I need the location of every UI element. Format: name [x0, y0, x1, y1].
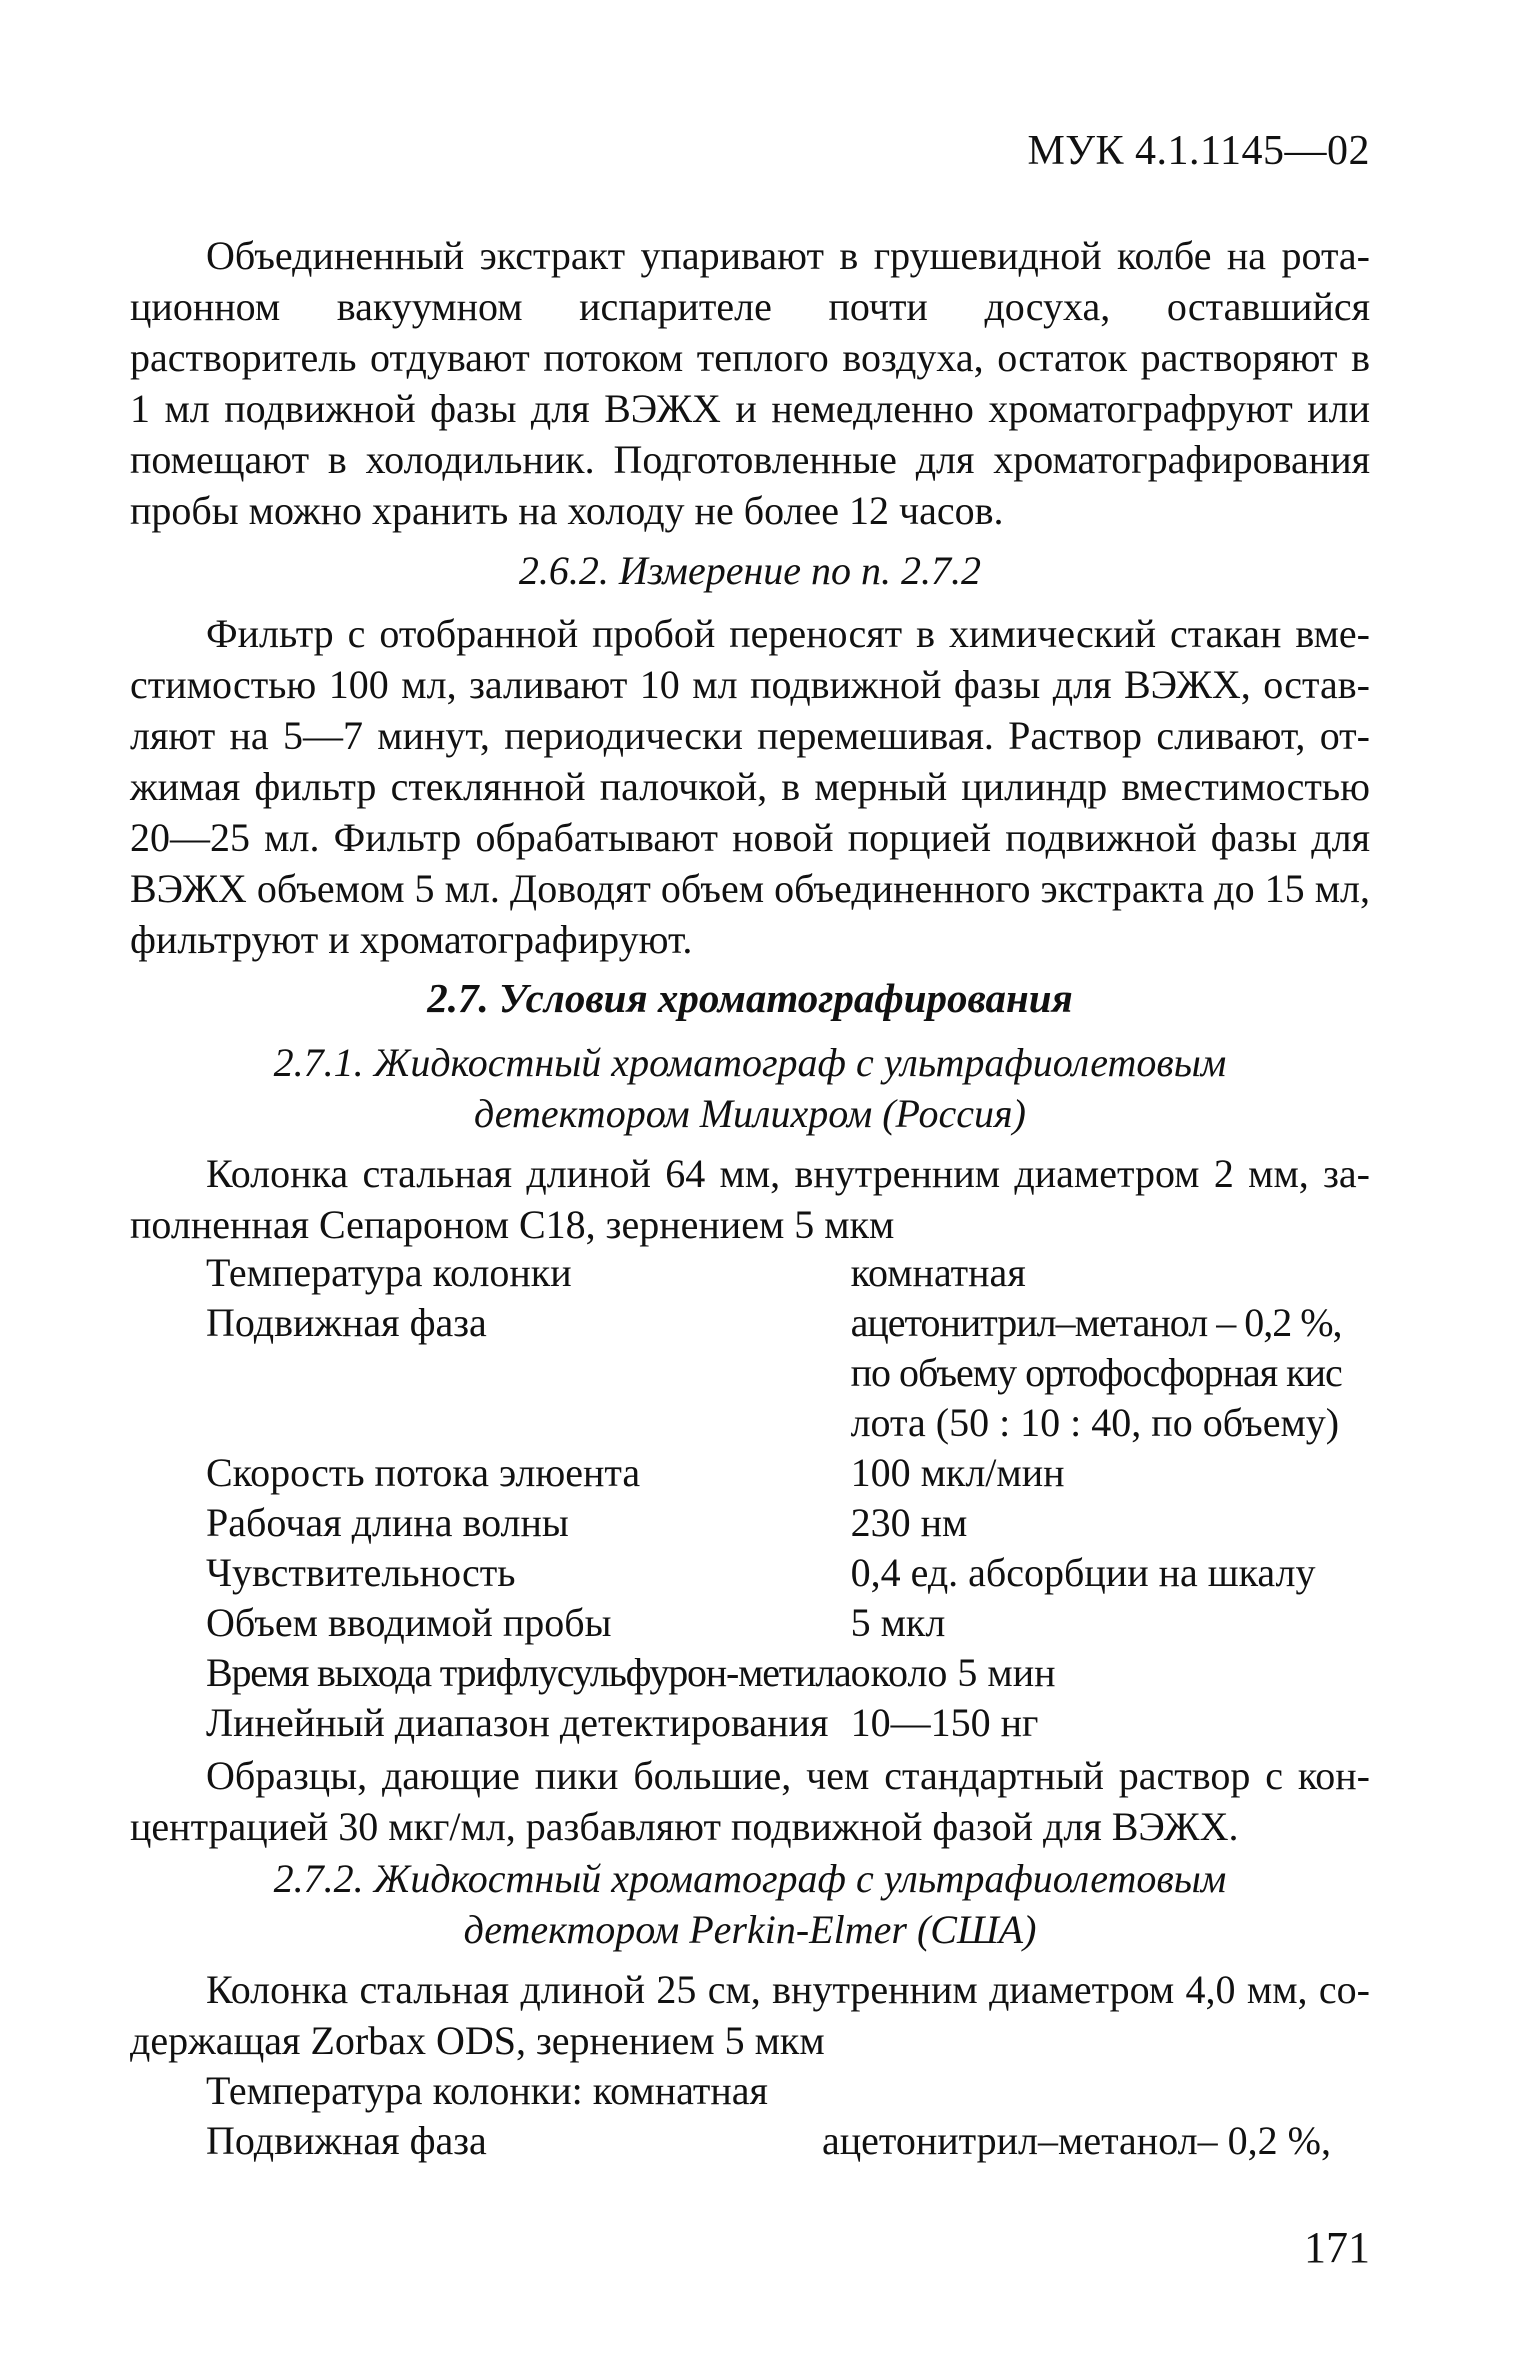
paragraph-dilution-note: Образцы, дающие пики большие, чем стандартный раствор с концентрацией 30 мкг/мл, разбавляют подвижной фазой для ВЭЖХ. [130, 1753, 1370, 1849]
heading-2-7-1-line-1: 2.7.1. Жидкостный хроматограф с ультрафиолетовым [273, 1040, 1227, 1085]
param-value: 100 мкл/мин [850, 1450, 1065, 1495]
heading-2-7: 2.7. Условия хроматографирования [427, 975, 1073, 1021]
param-value: 5 мкл [850, 1600, 946, 1645]
param-value: 10—150 нг [850, 1700, 1039, 1745]
param-row-flow-rate [130, 1448, 1370, 1498]
subsection-2-7-2-block [130, 1853, 1370, 1955]
param-value: ацетонитрил–метанол– 0,2 %, [822, 2118, 1331, 2163]
paragraph-filter-procedure: Фильтр с отобранной пробой переносят в химический стакан вместимостью 100 мл, заливают 10 мл подвижной фазы для ВЭЖХ, оставляют на 5—7 минут, периодически перемешивая. Раствор сливают, отжимая фильтр стеклянной палочкой, в мерный цилиндр вместимостью 20—25 мл. Фильтр обрабатывают новой порцией подвижной фазы для ВЭЖХ объемом 5 мл. Доводят объем объединенного экстракта до 15 мл, фильтруют и хроматографируют. [130, 611, 1370, 962]
param-value: комнатная [850, 1250, 1026, 1295]
section-2-7-block [130, 973, 1370, 1024]
params-table-2-7-2 [130, 2066, 1370, 2166]
heading-2-6-2: 2.6.2. Измерение по п. 2.7.2 [518, 548, 982, 593]
param-label: Подвижная фаза [206, 1300, 487, 1345]
param-label: Чувствительность [206, 1550, 516, 1595]
param-label: Температура колонки: комнатная [206, 2068, 768, 2113]
paragraph-column-perkin-elmer: Колонка стальная длиной 25 см, внутренним диаметром 4,0 мм, содержащая Zorbax ODS, зернением 5 мкм [130, 1967, 1370, 2063]
param-row-retention-time [130, 1648, 1370, 1698]
param-value: ацетонитрил–метанол – 0,2 %, [850, 1300, 1342, 1345]
paragraph-combined-extract: Объединенный экстракт упаривают в грушевидной колбе на ротационном вакуумном испарителе почти досуха, оставшийся растворитель отдувают потоком теплого воздуха, остаток растворяют в 1 мл подвижной фазы для ВЭЖХ и немедленно хроматографруют или помещают в холодильник. Подготовленные для хроматографирования пробы можно хранить на холоду не более 12 часов. [130, 233, 1370, 533]
param-row-mobile-phase-cont-2 [130, 1398, 1370, 1448]
param-label: Линейный диапазон детектирования [206, 1700, 829, 1745]
document-code-header: МУК 4.1.1145—02 [1027, 128, 1370, 174]
param-value: 0,4 ед. абсорбции на шкалу [850, 1550, 1316, 1595]
param-value: по объему ортофосфорная кис [850, 1350, 1342, 1395]
paragraph-2-block [130, 608, 1370, 965]
subsection-2-6-2-block [130, 545, 1370, 596]
paragraph-3-block [130, 1148, 1370, 1250]
paragraph-1-block [130, 230, 1370, 536]
params-2-7-1-block [130, 1248, 1370, 1748]
param-value: около 5 мин [850, 1650, 1056, 1695]
page-number: 171 [1304, 2223, 1370, 2272]
param-label: Скорость потока элюента [206, 1450, 641, 1495]
param-row-mobile-phase-cont-1 [130, 1348, 1370, 1398]
param-label: Время выхода трифлусульфурон-метила [206, 1650, 851, 1695]
subsection-2-7-1-block [130, 1037, 1370, 1139]
param-value: 230 нм [850, 1500, 968, 1545]
param-row-mobile-phase [130, 1298, 1370, 1348]
params-2-7-2-block [130, 2066, 1370, 2166]
heading-2-7-1-line-2: детектором Милихром (Россия) [474, 1091, 1026, 1136]
heading-2-7-2-line-2: детектором Perkin-Elmer (США) [463, 1907, 1037, 1952]
param-row-wavelength [130, 1498, 1370, 1548]
param-label: Подвижная фаза [206, 2118, 487, 2163]
param-label: Температура колонки [206, 1250, 572, 1295]
paragraph-5-block [130, 1964, 1370, 2066]
param-row-temperature [130, 1248, 1370, 1298]
param-label: Объем вводимой пробы [206, 1600, 612, 1645]
paragraph-4-block [130, 1750, 1370, 1852]
param-label: Рабочая длина волны [206, 1500, 569, 1545]
param-row-sample-volume [130, 1598, 1370, 1648]
heading-2-7-2-line-1: 2.7.2. Жидкостный хроматограф с ультрафиолетовым [273, 1856, 1227, 1901]
param-row-sensitivity [130, 1548, 1370, 1598]
param-row-mobile-phase [130, 2116, 1370, 2166]
params-table-2-7-1 [130, 1248, 1370, 1748]
param-row-temperature [130, 2066, 1370, 2116]
param-row-linear-range [130, 1698, 1370, 1748]
paragraph-column-milichrom: Колонка стальная длиной 64 мм, внутренним диаметром 2 мм, заполненная Сепароном С18, зернением 5 мкм [130, 1151, 1370, 1247]
param-value: лота (50 : 10 : 40, по объему) [850, 1400, 1340, 1445]
document-page [130, 130, 1370, 2270]
